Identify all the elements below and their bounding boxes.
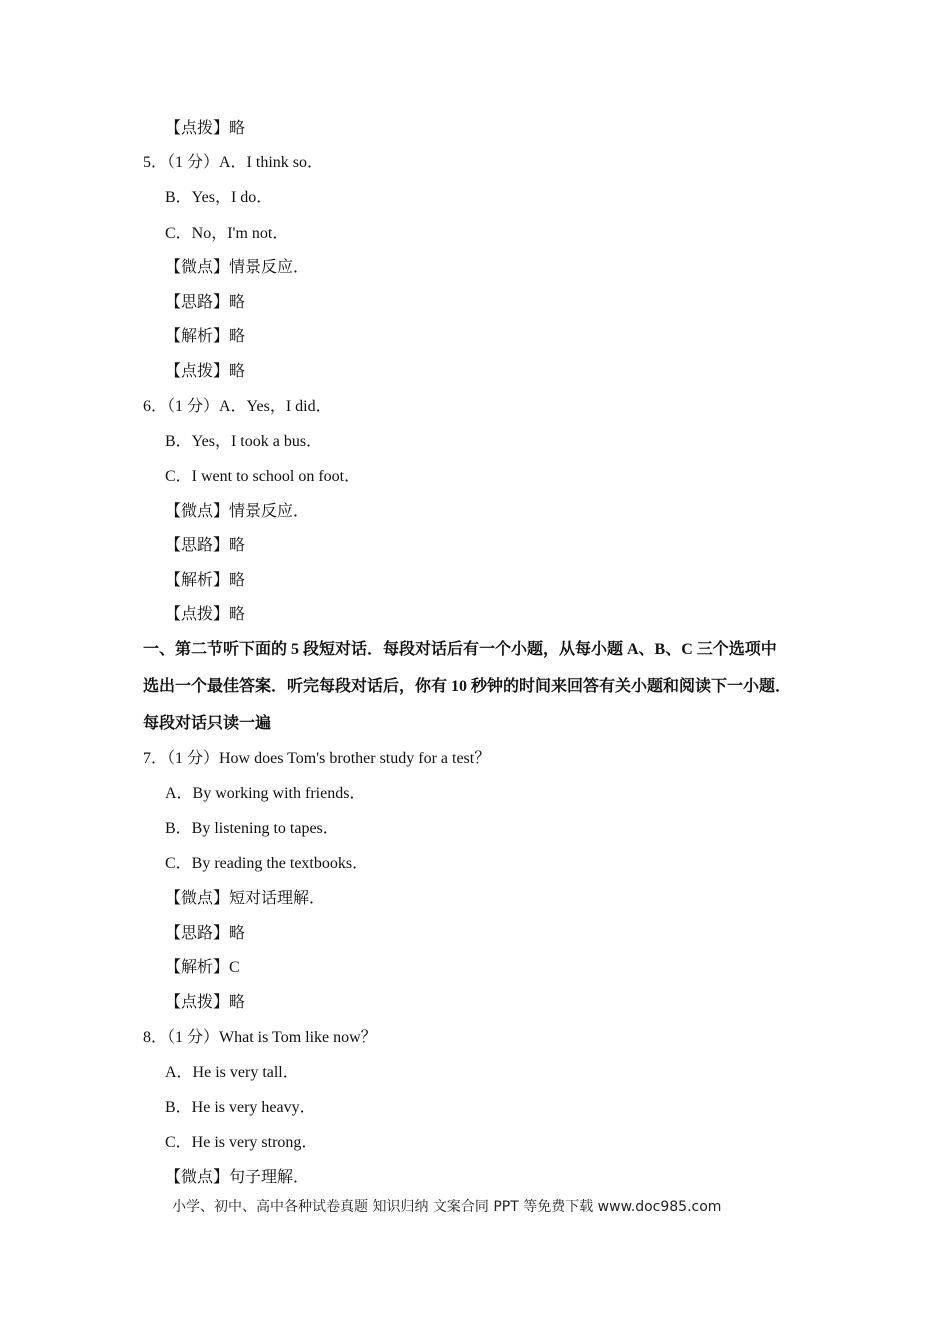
footer-text: 小学、初中、高中各种试卷真题 知识归纳 文案合同 PPT 等免费下载 www.doc985.com [172, 1199, 722, 1215]
text-line: A．By working with friends． [165, 785, 366, 802]
question-line: 8．（1 分）What is Tom like now？ [143, 1029, 377, 1046]
text-line: 【点拨】略 [165, 606, 246, 623]
question-line: 7．（1 分）How does Tom's brother study for a test？ [143, 750, 491, 767]
text-line: 【微点】句子理解． [165, 1169, 310, 1186]
text-line: 【微点】情景反应． [165, 503, 310, 520]
section-heading-line: 选出一个最佳答案．听完每段对话后，你有 10 秒钟的时间来回答有关小题和阅读下一小题． [143, 678, 792, 695]
text-line: B．He is very heavy． [165, 1099, 316, 1116]
text-line: A．He is very tall． [165, 1064, 299, 1081]
text-line: 【思路】略 [165, 925, 246, 942]
text-line: B．Yes，I do． [165, 189, 273, 206]
text-line: 【点拨】略 [165, 363, 246, 380]
text-line: 【解析】C [165, 959, 240, 976]
text-line: C．By reading the textbooks． [165, 855, 369, 872]
text-line: 【解析】略 [165, 328, 246, 345]
text-line: C．No，I'm not． [165, 225, 289, 242]
text-line: C．He is very strong． [165, 1134, 318, 1151]
text-line: C．I went to school on foot． [165, 468, 361, 485]
text-line: 【解析】略 [165, 572, 246, 589]
text-line: 【思路】略 [165, 294, 246, 311]
text-line: 【点拨】略 [165, 994, 246, 1011]
text-line: 【点拨】略 [165, 120, 246, 137]
text-line: 【微点】短对话理解． [165, 890, 326, 907]
text-line: 【微点】情景反应． [165, 259, 310, 276]
section-heading-line: 一、第二节听下面的 5 段短对话．每段对话后有一个小题，从每小题 A、B、C 三个选项中 [143, 641, 777, 658]
text-line: 【思路】略 [165, 537, 246, 554]
section-heading-line: 每段对话只读一遍 [143, 715, 272, 732]
question-line: 5．（1 分）A．I think so． [143, 154, 324, 171]
text-line: B．By listening to tapes． [165, 820, 339, 837]
question-line: 6．（1 分）A．Yes，I did． [143, 398, 332, 415]
text-line: B．Yes，I took a bus． [165, 433, 323, 450]
